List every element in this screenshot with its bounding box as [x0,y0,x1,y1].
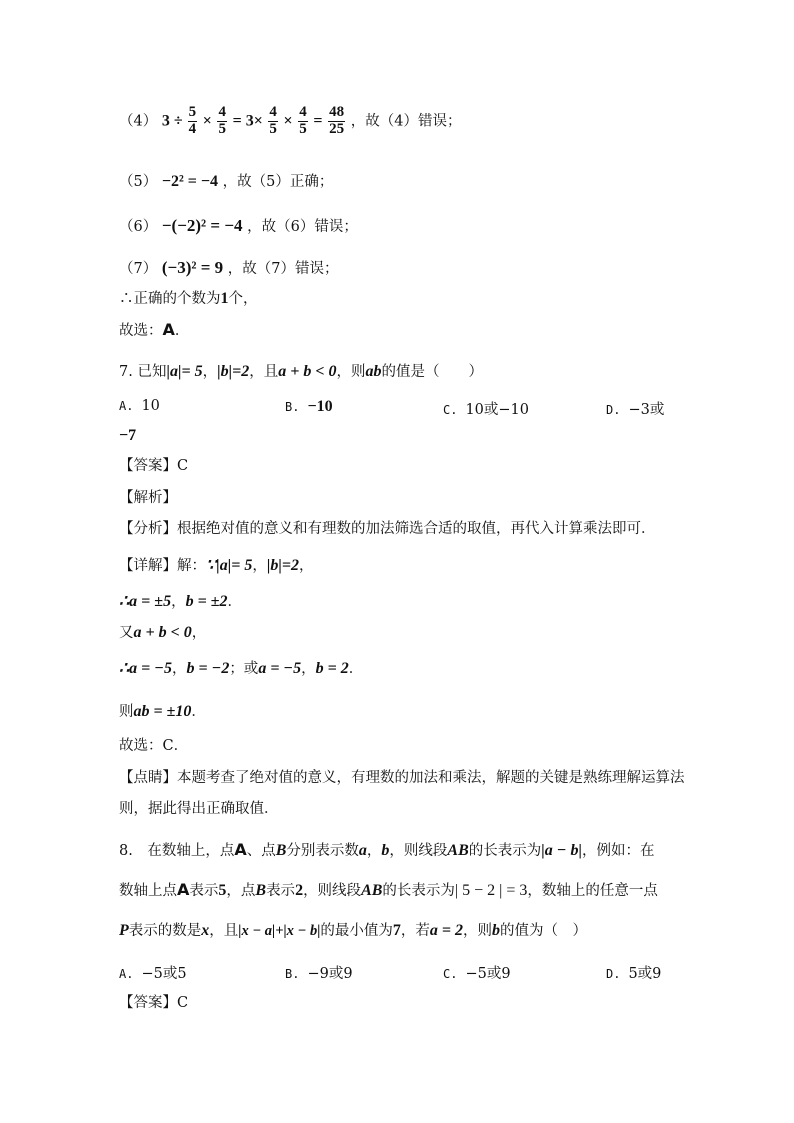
step-math: b = −2 [186,660,230,677]
q8-math: 2 [295,882,304,899]
fraction-num: 4 [299,104,307,120]
q8-math: b [381,842,390,859]
step-math: b = 2 [315,660,349,677]
option-label: B. [285,967,300,981]
q8-text: 的长表示为 [382,883,455,899]
option-text: −3或 [628,402,665,418]
step-math: ∴a = −5 [119,660,172,677]
q8-math: b [492,922,501,939]
q8-math: B [255,882,267,899]
q8-text: ，且 [209,923,239,939]
q8-math: |a − b| [541,842,582,859]
step-end: ． [227,594,242,610]
q8-text: ，则 [463,923,493,939]
option-text: −10 [307,398,333,415]
q8-text: 的值为（ ） [500,923,588,939]
q7-detail [119,556,314,575]
step-sep: ， [171,594,186,610]
step-or: ；或 [229,661,259,677]
fraction-den: 5 [269,120,277,137]
q8-option-d [606,962,661,983]
line-4-label: （4） [119,113,158,130]
step-pre: 则 [119,704,134,720]
step-end: ， [191,625,207,641]
fraction-num: 4 [269,104,277,120]
fraction [268,105,278,138]
q8-math: 5 [218,882,227,899]
choose-pre: 故选： [119,323,163,339]
q7-step-3 [119,623,206,642]
line-7-math: (−3)² = 9 [161,258,224,277]
option-text: 10 [141,398,160,414]
q8-text: 表示 [189,883,219,899]
line-7 [119,258,338,278]
q8-text: 、点 [246,843,276,859]
q7-abs-b: |b|=2 [217,363,250,380]
line-5 [119,172,333,191]
line-5-math: −2² = −4 [161,173,218,190]
q7-option-c [443,398,529,419]
detail-end: ， [299,558,314,574]
option-label: D. [606,403,621,417]
option-text: −5或5 [141,966,187,982]
fraction [328,105,345,138]
detail-sep: ， [252,558,267,574]
q7-step-4 [119,659,363,678]
q7-stem-post: 的值是（ ） [381,364,484,380]
choose-post: ． [174,323,190,339]
q8-text: ， [366,843,382,859]
q7-stem-pre: 7. 已知 [119,364,167,380]
step-math: a = −5 [258,660,302,677]
step-math: a + b < 0 [133,624,192,641]
fraction-num: 5 [188,104,197,120]
fraction [217,105,227,138]
q8-text: ，例如：在 [582,843,655,859]
q7-answer: 【答案】C [119,458,189,474]
q7-mid: ，且 [249,364,279,380]
option-label: A. [119,967,134,981]
q8-math: a = 2 [429,922,464,939]
q7-option-b [285,398,333,416]
q8-text: 分别表示数 [286,843,359,859]
q8-math: a [358,842,367,859]
choose-answer: A [162,320,175,339]
q7-option-d-wrap: −7 [119,427,137,444]
q8-option-b [285,962,353,983]
option-text: −5或9 [465,966,511,982]
count-line [119,289,258,308]
q7-option-d [606,398,664,419]
line-4-math-a: 3 ÷ [161,112,187,130]
step-pre: 又 [119,625,134,641]
step-math: b = ±2 [185,593,228,610]
times-sign: × [202,112,212,130]
option-label: C. [443,403,458,417]
q7-step-5 [119,702,206,721]
option-label: A. [119,399,134,413]
q8-math: A [234,840,247,859]
q7-sep: ， [202,364,218,380]
q8-text: 表示 [266,883,296,899]
fraction-den: 5 [218,120,226,137]
line-5-label: （5） [119,174,158,190]
q7-abs-a: |a|= 5 [166,363,203,380]
q8-text: 表示的数是 [128,923,202,939]
q7-fenxi: 【分析】根据绝对值的意义和有理数的加法筛选合适的取值，再代入计算乘法即可． [119,521,656,537]
q7-dianjing-1: 【点睛】本题考查了绝对值的意义，有理数的加法和乘法，解题的关键是熟练理解运算法 [119,770,685,786]
q8-text: ，则线段 [389,843,448,859]
q7-step-2 [119,592,242,611]
q8-text: 的最小值为 [320,923,393,939]
equals-sign: = [313,112,323,130]
q8-line-1 [119,840,655,860]
fraction-den: 4 [188,120,197,137]
q7-dianjing-2: 则，据此得出正确取值． [119,801,279,817]
line-6-label: （6） [119,219,158,235]
step-math: ab = ±10 [133,703,192,720]
option-label: C. [443,967,458,981]
q8-text: ，点 [226,883,256,899]
equals-part: = 3× [232,112,263,130]
fraction-num: 4 [218,104,226,120]
step-sep: ， [172,661,187,677]
option-label: B. [285,400,300,414]
q8-option-c [443,962,511,983]
option-text: 10或−10 [465,402,530,418]
q8-text: 数轴上点 [119,883,177,899]
choose-line [119,320,189,340]
step-end: ． [191,704,206,720]
line-4-tail: ，故（4）错误； [350,113,462,130]
q8-text: 的长表示为 [468,843,542,859]
count-num: 1 [220,290,229,307]
fraction-den: 25 [329,120,345,137]
q8-line-2 [119,880,658,900]
q8-text: ，数轴上的任意一点 [527,883,658,899]
count-pre: ∴正确的个数为 [119,291,221,307]
q7-stem [119,362,483,381]
q8-text: ，若 [400,923,430,939]
line-7-tail: ，故（7）错误； [227,261,339,277]
q8-math: B [275,842,287,859]
step-math: ∴a = ±5 [119,593,172,610]
q8-math: |x − a|+|x − b| [238,923,321,939]
line-5-tail: ，故（5）正确； [222,174,334,190]
q8-math: | 5 − 2 | = 3 [454,882,528,899]
detail-pre: 【详解】解： [119,558,206,574]
detail-math-2: |b|=2 [266,557,300,574]
q7-analysis-head: 【解析】 [119,490,177,506]
option-text: −9或9 [307,966,353,982]
count-post: 个， [228,291,258,307]
q8-math: AB [447,842,469,859]
fraction [298,105,308,138]
q8-math: A [177,880,190,899]
q8-text: ，则线段 [303,883,362,899]
q8-answer: 【答案】C [119,995,189,1011]
step-end: ． [348,661,364,677]
q7-choose: 故选：C． [119,738,189,754]
option-label: D. [606,967,621,981]
detail-math-1: ∵|a|= 5 [206,557,253,574]
q8-text: 8. 在数轴上，点 [119,843,235,859]
q8-option-a [119,962,187,983]
times-sign: × [283,112,293,130]
fraction-den: 5 [299,120,307,137]
q8-math: P [119,922,129,939]
q8-math: AB [361,882,383,899]
line-6 [119,216,358,236]
line-7-label: （7） [119,261,158,277]
fraction-num: 48 [329,104,345,120]
q7-ab: ab [365,363,382,380]
q7-cond: a + b < 0 [278,363,337,380]
q8-math: x [201,922,210,939]
line-6-math: −(−2)² = −4 [161,216,243,235]
step-sep: ， [301,661,316,677]
q7-mid2: ，则 [336,364,366,380]
line-6-tail: ，故（6）错误； [247,219,358,235]
q8-line-3 [119,921,587,940]
line-4 [119,105,461,138]
option-text: 5或9 [628,966,662,982]
q7-option-a [119,398,160,414]
fraction [188,105,198,138]
q8-math: 7 [392,922,401,939]
